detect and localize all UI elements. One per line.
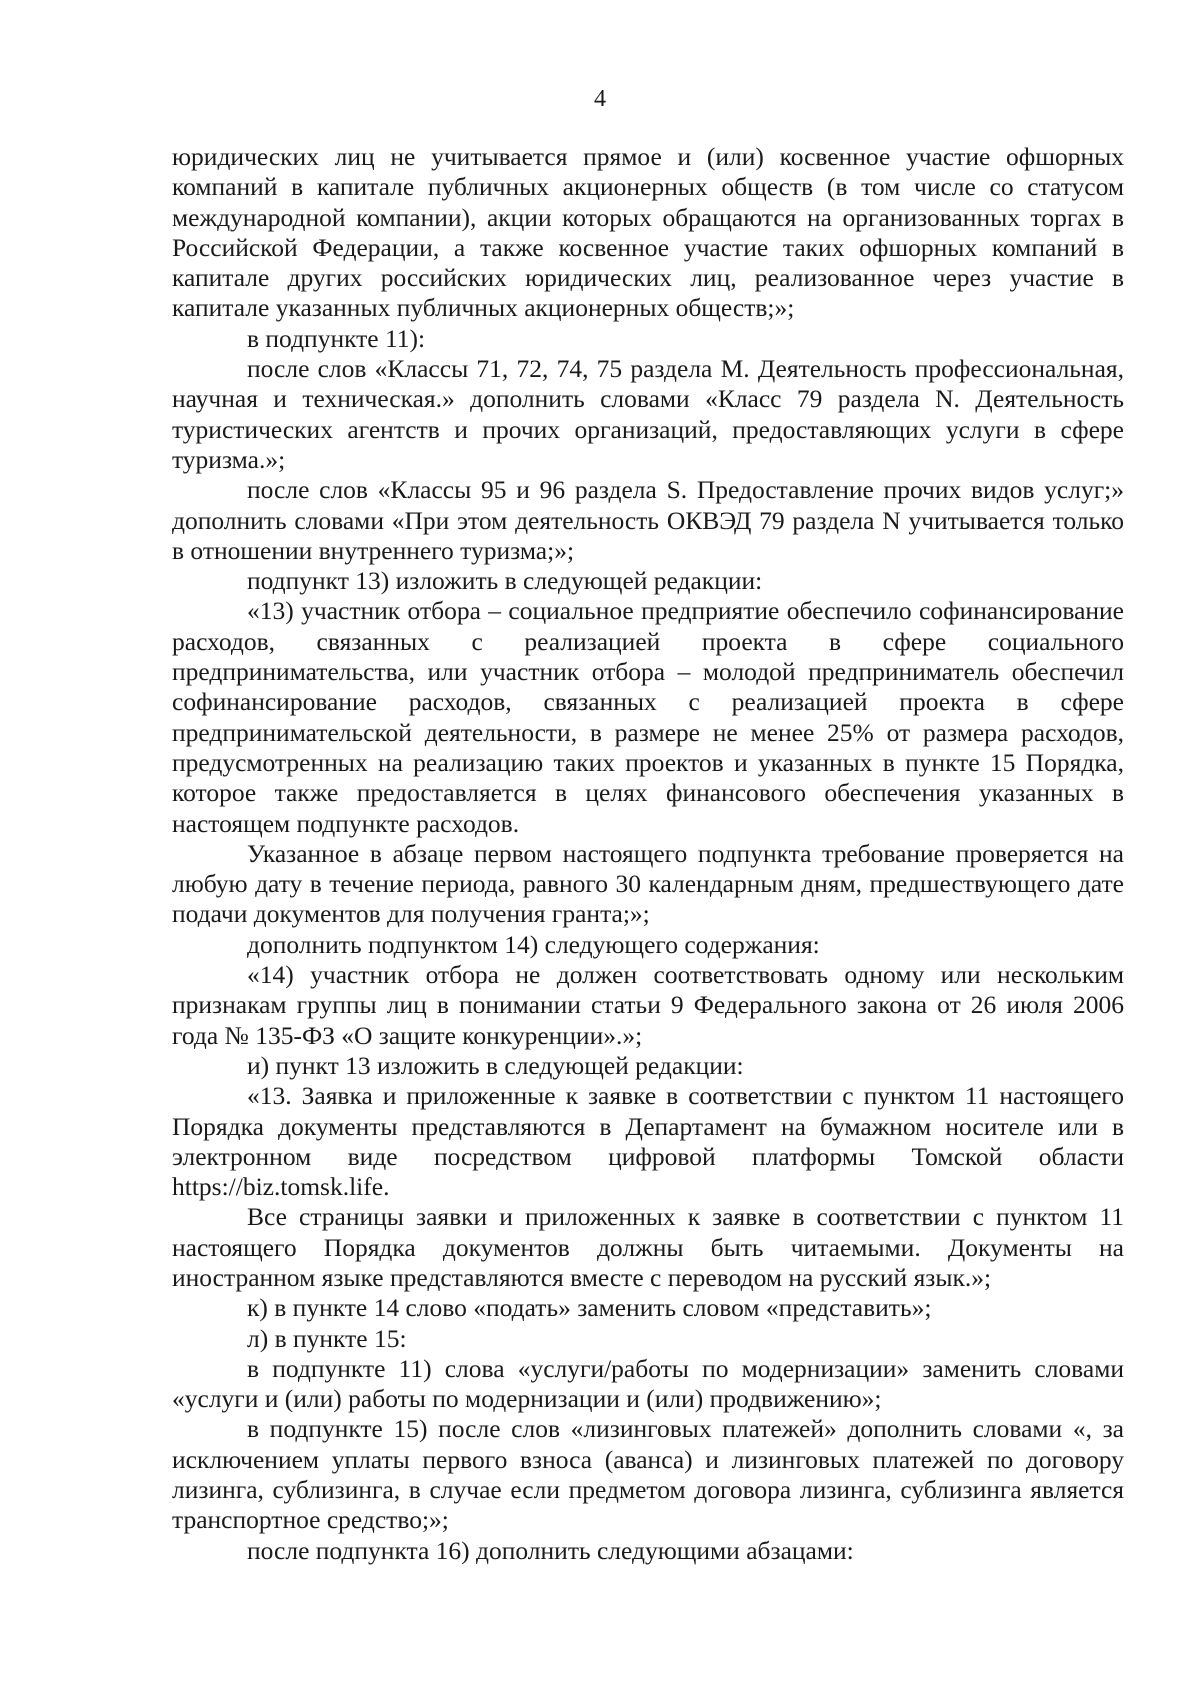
paragraph: в подпункте 11) слова «услуги/работы по модернизации» заменить словами «услуги и (или) работы по модернизации и (или) продвижению»; xyxy=(172,1353,1124,1414)
paragraph: «13. Заявка и приложенные к заявке в соответствии с пунктом 11 настоящего Порядка документы представляются в Департамент на бумажном носителе или в электронном виде посредством цифровой платформы Томской области https://biz.tomsk.life. xyxy=(172,1081,1124,1202)
page-number: 4 xyxy=(594,86,606,112)
paragraph: в подпункте 11): xyxy=(247,323,426,353)
paragraph: в подпункте 15) после слов «лизинговых платежей» дополнить словами «, за исключением уплаты первого взноса (аванса) и лизинговых платежей по договору лизинга, сублизинга, в случае если предметом договора лизинга, сублизинга является транспортное средство;»; xyxy=(172,1414,1124,1535)
paragraph: «14) участник отбора не должен соответствовать одному или нескольким признакам группы лиц в понимании статьи 9 Федерального закона от 26 июля 2006 года № 135-ФЗ «О защите конкуренции».»; xyxy=(172,960,1124,1050)
paragraph: юридических лиц не учитывается прямое и (или) косвенное участие офшорных компаний в капитале публичных акционерных обществ (в том числе со статусом международной компании), акции которых обращаются на организованных торгах в Российской Федерации, а также косвенное участие таких офшорных компаний в капитале других российских юридических лиц, реализованное через участие в капитале указанных публичных акционерных обществ;»; xyxy=(172,142,1124,323)
paragraph: дополнить подпунктом 14) следующего содержания: xyxy=(247,929,820,959)
paragraph: Все страницы заявки и приложенных к заявке в соответствии с пунктом 11 настоящего Порядка документов должны быть читаемыми. Документы на иностранном языке представляются вместе с переводом на русский язык.»; xyxy=(172,1202,1124,1292)
paragraph: после слов «Классы 95 и 96 раздела S. Предоставление прочих видов услуг;» дополнить словами «При этом деятельность ОКВЭД 79 раздела N учитывается только в отношении внутреннего туризма;»; xyxy=(172,475,1124,565)
paragraph: «13) участник отбора – социальное предприятие обеспечило софинансирование расходов, связанных с реализацией проекта в сфере социального предпринимательства, или участник отбора – молодой предприниматель обеспечил софинансирование расходов, связанных с реализацией проекта в сфере предпринимательской деятельности, в размере не менее 25% от размера расходов, предусмотренных на реализацию таких проектов и указанных в пункте 15 Порядка, которое также предоставляется в целях финансового обеспечения указанных в настоящем подпункте расходов. xyxy=(172,596,1124,838)
paragraph: подпункт 13) изложить в следующей редакции: xyxy=(247,566,763,596)
paragraph: Указанное в абзаце первом настоящего подпункта требование проверяется на любую дату в течение периода, равного 30 календарным дням, предшествующего дате подачи документов для получения гранта;»; xyxy=(172,838,1124,929)
document-body xyxy=(172,142,1124,1566)
paragraph: после подпункта 16) дополнить следующими абзацами: xyxy=(247,1535,854,1565)
paragraph: после слов «Классы 71, 72, 74, 75 раздела М. Деятельность профессиональная, научная и техническая.» дополнить словами «Класс 79 раздела N. Деятельность туристических агентств и прочих организаций, предоставляющих услуги в сфере туризма.»; xyxy=(172,354,1124,474)
paragraph: и) пункт 13 изложить в следующей редакции: xyxy=(247,1050,744,1080)
paragraph: к) в пункте 14 слово «подать» заменить словом «представить»; xyxy=(247,1293,932,1323)
paragraph: л) в пункте 15: xyxy=(247,1323,407,1353)
